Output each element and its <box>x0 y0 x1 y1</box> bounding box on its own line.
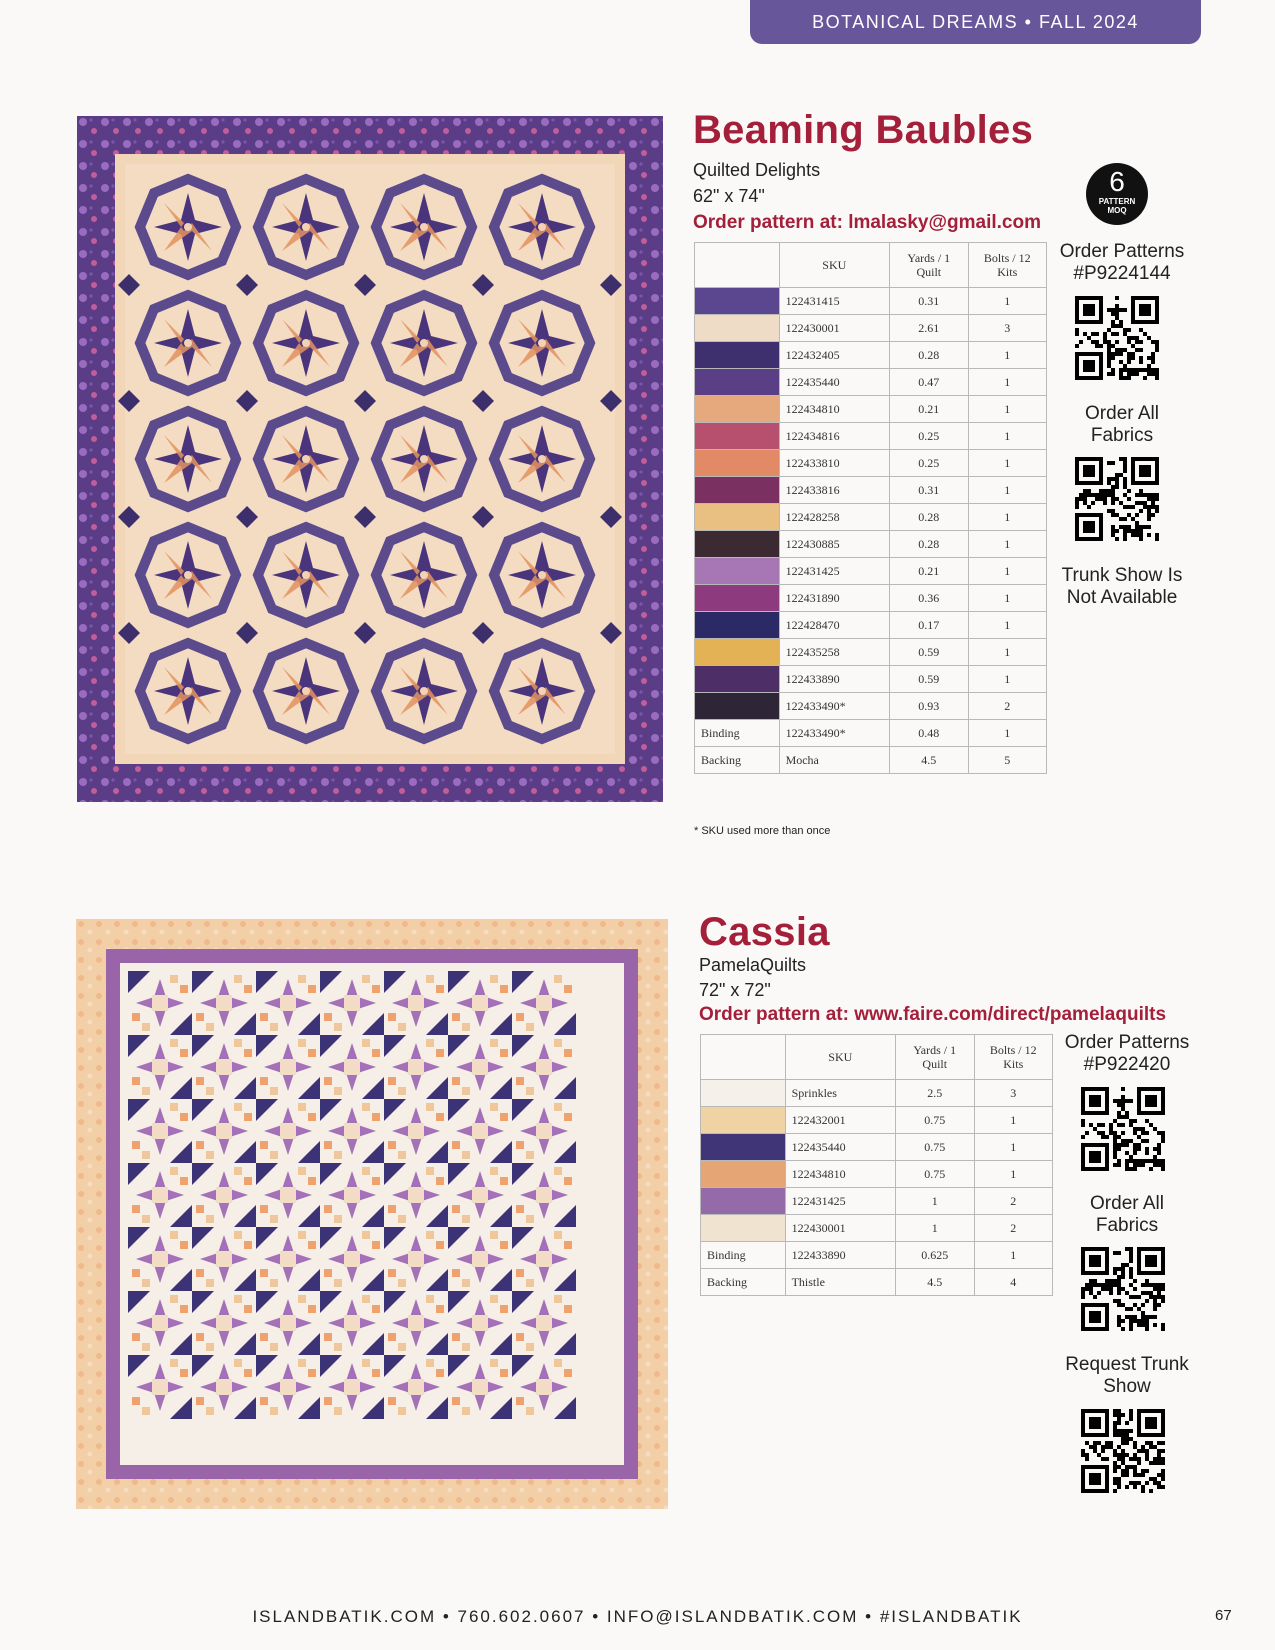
pattern-designer: PamelaQuilts <box>699 955 807 975</box>
fabric-swatch <box>701 1080 786 1107</box>
order-patterns-block <box>1057 1032 1197 1076</box>
bolts-cell: 4 <box>974 1269 1053 1296</box>
sku-cell: 122435258 <box>779 639 889 666</box>
swatch-color <box>701 1080 785 1106</box>
request-trunk-show-qr[interactable] <box>1081 1409 1165 1493</box>
fabrics-label: Fabrics <box>1095 1215 1159 1236</box>
order-pattern-link[interactable]: Order pattern at: www.faire.com/direct/pamelaquilts <box>699 1004 1167 1025</box>
swatch-color <box>695 612 779 638</box>
bolts-cell: 5 <box>968 747 1046 774</box>
swatch-color <box>695 585 779 611</box>
pattern-size: 72" x 72" <box>699 980 771 1000</box>
pattern-moq-badge <box>1086 163 1148 225</box>
qr-code-icon <box>1081 1247 1165 1331</box>
order-all-fabrics-block <box>1057 1193 1197 1237</box>
bolts-cell: 1 <box>968 450 1046 477</box>
moq-label-pattern: PATTERN <box>1098 197 1136 206</box>
table-row <box>695 396 1047 423</box>
sku-cell: 122430001 <box>785 1215 895 1242</box>
yards-cell: 0.59 <box>890 639 968 666</box>
catalog-header: BOTANICAL DREAMS • FALL 2024 <box>750 0 1201 44</box>
sku-cell: 122430885 <box>779 531 889 558</box>
fabrics-label: Fabrics <box>1090 425 1154 446</box>
bolts-cell: 1 <box>968 423 1046 450</box>
row-label: Backing <box>695 747 780 774</box>
bolts-cell: 1 <box>968 639 1046 666</box>
yards-cell: 0.21 <box>890 396 968 423</box>
sku-cell: Mocha <box>779 747 889 774</box>
yards-cell: 0.625 <box>896 1242 975 1269</box>
table-row <box>701 1080 1053 1107</box>
fabric-swatch <box>695 342 780 369</box>
table-row <box>695 693 1047 720</box>
quilt-image-beaming-baubles <box>77 116 663 802</box>
yards-cell: 2.61 <box>890 315 968 342</box>
fabric-swatch <box>695 666 780 693</box>
order-patterns-label: Order Patterns <box>1059 241 1185 262</box>
page-number: 67 <box>1215 1607 1232 1624</box>
yards-column-header: Yards / 1 Quilt <box>896 1035 975 1080</box>
bolts-cell: 2 <box>968 693 1046 720</box>
table-footnote: * SKU used more than once <box>694 825 831 837</box>
table-row <box>695 639 1047 666</box>
table-row <box>701 1188 1053 1215</box>
table-row <box>695 342 1047 369</box>
order-all-fabrics-qr[interactable] <box>1075 457 1159 541</box>
sku-cell: 122433890 <box>779 666 889 693</box>
swatch-color <box>695 288 779 314</box>
fabric-swatch <box>695 369 780 396</box>
table-row <box>695 369 1047 396</box>
bolts-cell: 2 <box>974 1215 1053 1242</box>
bolts-cell: 1 <box>968 504 1046 531</box>
bolts-column-header: Bolts / 12 Kits <box>968 243 1046 288</box>
fabric-swatch <box>695 288 780 315</box>
bolts-cell: 1 <box>968 477 1046 504</box>
swatch-color <box>695 504 779 530</box>
yards-cell: 0.48 <box>890 720 968 747</box>
sku-cell: 122433810 <box>779 450 889 477</box>
yards-cell: 1 <box>896 1215 975 1242</box>
swatch-color <box>695 693 779 719</box>
swatch-color <box>701 1107 785 1133</box>
yards-cell: 0.25 <box>890 450 968 477</box>
yards-cell: 1 <box>896 1188 975 1215</box>
fabric-swatch <box>695 315 780 342</box>
table-row <box>695 720 1047 747</box>
fabric-swatch <box>695 639 780 666</box>
yards-cell: 0.28 <box>890 531 968 558</box>
table-row <box>695 585 1047 612</box>
sku-cell: 122428258 <box>779 504 889 531</box>
table-row <box>695 531 1047 558</box>
qr-code-icon <box>1075 457 1159 541</box>
fabric-table <box>700 1034 1053 1296</box>
fabric-swatch <box>701 1107 786 1134</box>
yards-cell: 0.36 <box>890 585 968 612</box>
yards-cell: 4.5 <box>890 747 968 774</box>
fabric-swatch <box>695 693 780 720</box>
show-label: Show <box>1103 1376 1151 1397</box>
yards-cell: 0.25 <box>890 423 968 450</box>
bolts-cell: 1 <box>974 1134 1053 1161</box>
sku-cell: 122434816 <box>779 423 889 450</box>
sku-cell: 122431425 <box>779 558 889 585</box>
table-row <box>695 666 1047 693</box>
pattern-size: 62" x 74" <box>693 186 765 206</box>
swatch-color <box>695 558 779 584</box>
row-label: Binding <box>695 720 780 747</box>
pattern-number: #P922420 <box>1083 1054 1171 1075</box>
sku-cell: 122435440 <box>779 369 889 396</box>
quilt-illustration <box>77 116 663 802</box>
row-label: Backing <box>701 1269 786 1296</box>
bolts-cell: 1 <box>968 612 1046 639</box>
bolts-cell: 1 <box>974 1107 1053 1134</box>
sku-cell: 122435440 <box>785 1134 895 1161</box>
bolts-cell: 1 <box>968 558 1046 585</box>
bolts-cell: 1 <box>968 342 1046 369</box>
table-row <box>701 1161 1053 1188</box>
trunk-show-block <box>1052 565 1192 609</box>
swatch-color <box>701 1161 785 1187</box>
bolts-cell: 1 <box>968 666 1046 693</box>
table-header-row <box>701 1035 1053 1080</box>
swatch-color <box>695 423 779 449</box>
bolts-cell: 1 <box>968 585 1046 612</box>
table-row <box>695 315 1047 342</box>
order-patterns-qr[interactable] <box>1075 296 1159 380</box>
fabric-table-body <box>695 288 1047 774</box>
yards-cell: 0.17 <box>890 612 968 639</box>
swatch-color <box>701 1134 785 1160</box>
sku-cell: 122431890 <box>779 585 889 612</box>
swatch-column-header <box>701 1035 786 1080</box>
fabric-swatch <box>695 558 780 585</box>
table-row <box>695 612 1047 639</box>
table-row <box>701 1215 1053 1242</box>
fabric-swatch <box>701 1188 786 1215</box>
swatch-color <box>695 639 779 665</box>
pattern-title: Cassia <box>699 910 830 954</box>
yards-cell: 0.28 <box>890 342 968 369</box>
table-row <box>695 450 1047 477</box>
fabric-swatch <box>695 477 780 504</box>
yards-cell: 0.31 <box>890 288 968 315</box>
fabric-table <box>694 242 1047 774</box>
table-row <box>701 1242 1053 1269</box>
bolts-cell: 1 <box>968 531 1046 558</box>
fabric-swatch <box>695 450 780 477</box>
quilt-illustration <box>76 919 668 1509</box>
table-row <box>695 558 1047 585</box>
swatch-color <box>695 315 779 341</box>
sku-cell: 122434810 <box>779 396 889 423</box>
order-all-fabrics-block <box>1052 403 1192 447</box>
swatch-color <box>695 666 779 692</box>
yards-cell: 0.59 <box>890 666 968 693</box>
fabric-swatch <box>701 1161 786 1188</box>
fabric-table-body <box>701 1080 1053 1296</box>
fabric-swatch <box>701 1134 786 1161</box>
table-header-row <box>695 243 1047 288</box>
fabric-swatch <box>695 612 780 639</box>
fabric-swatch <box>695 396 780 423</box>
order-patterns-label: Order Patterns <box>1064 1032 1190 1053</box>
request-trunk-show-block <box>1057 1354 1197 1398</box>
swatch-column-header <box>695 243 780 288</box>
swatch-color <box>695 531 779 557</box>
fabric-swatch <box>695 585 780 612</box>
fabric-swatch <box>695 504 780 531</box>
bolts-cell: 1 <box>968 288 1046 315</box>
bolts-cell: 1 <box>974 1242 1053 1269</box>
sku-cell: 122433816 <box>779 477 889 504</box>
sku-column-header: SKU <box>779 243 889 288</box>
sku-cell: 122430001 <box>779 315 889 342</box>
order-pattern-link[interactable]: Order pattern at: lmalasky@gmail.com <box>693 212 1041 233</box>
yards-cell: 0.21 <box>890 558 968 585</box>
swatch-color <box>695 450 779 476</box>
order-patterns-qr[interactable] <box>1081 1087 1165 1171</box>
yards-column-header: Yards / 1 Quilt <box>890 243 968 288</box>
table-row <box>701 1269 1053 1296</box>
sku-cell: 122428470 <box>779 612 889 639</box>
sku-column-header: SKU <box>785 1035 895 1080</box>
sku-cell: 122433490* <box>779 693 889 720</box>
sku-cell: 122431415 <box>779 288 889 315</box>
trunk-show-status: Not Available <box>1066 587 1178 608</box>
sku-cell: 122434810 <box>785 1161 895 1188</box>
sku-cell: 122431425 <box>785 1188 895 1215</box>
swatch-color <box>695 369 779 395</box>
bolts-cell: 1 <box>968 396 1046 423</box>
yards-cell: 4.5 <box>896 1269 975 1296</box>
qr-code-icon <box>1081 1409 1165 1493</box>
quilt-image-cassia <box>76 919 668 1509</box>
sku-cell: Thistle <box>785 1269 895 1296</box>
bolts-cell: 2 <box>974 1188 1053 1215</box>
qr-code-icon <box>1075 296 1159 380</box>
row-label: Binding <box>701 1242 786 1269</box>
swatch-color <box>695 477 779 503</box>
bolts-cell: 1 <box>968 720 1046 747</box>
bolts-cell: 1 <box>974 1161 1053 1188</box>
table-row <box>695 477 1047 504</box>
swatch-color <box>701 1215 785 1241</box>
bolts-cell: 3 <box>974 1080 1053 1107</box>
swatch-color <box>701 1188 785 1214</box>
order-patterns-block <box>1052 241 1192 285</box>
bolts-column-header: Bolts / 12 Kits <box>974 1035 1053 1080</box>
table-row <box>695 747 1047 774</box>
sku-cell: 122433890 <box>785 1242 895 1269</box>
table-row <box>695 423 1047 450</box>
pattern-title: Beaming Baubles <box>693 108 1034 152</box>
fabric-swatch <box>695 531 780 558</box>
yards-cell: 0.28 <box>890 504 968 531</box>
yards-cell: 0.75 <box>896 1161 975 1188</box>
request-trunk-label: Request Trunk <box>1065 1354 1189 1375</box>
sku-cell: 122433490* <box>779 720 889 747</box>
swatch-color <box>695 396 779 422</box>
order-all-label: Order All <box>1085 403 1159 424</box>
fabric-swatch <box>701 1215 786 1242</box>
yards-cell: 0.75 <box>896 1134 975 1161</box>
table-row <box>695 288 1047 315</box>
yards-cell: 0.75 <box>896 1107 975 1134</box>
yards-cell: 0.93 <box>890 693 968 720</box>
table-row <box>701 1107 1053 1134</box>
table-row <box>695 504 1047 531</box>
table-row <box>701 1134 1053 1161</box>
moq-label-moq: MOQ <box>1107 206 1127 215</box>
bolts-cell: 3 <box>968 315 1046 342</box>
footer-contact: ISLANDBATIK.COM • 760.602.0607 • INFO@ISLANDBATIK.COM • #ISLANDBATIK <box>252 1607 1023 1626</box>
sku-cell: 122432405 <box>779 342 889 369</box>
moq-number: 6 <box>1109 166 1125 197</box>
fabric-swatch <box>695 423 780 450</box>
yards-cell: 0.31 <box>890 477 968 504</box>
sku-cell: Sprinkles <box>785 1080 895 1107</box>
bolts-cell: 1 <box>968 369 1046 396</box>
order-all-label: Order All <box>1090 1193 1164 1214</box>
trunk-show-label: Trunk Show Is <box>1061 565 1183 586</box>
qr-code-icon <box>1081 1087 1165 1171</box>
order-all-fabrics-qr[interactable] <box>1081 1247 1165 1331</box>
yards-cell: 0.47 <box>890 369 968 396</box>
pattern-designer: Quilted Delights <box>693 160 821 180</box>
yards-cell: 2.5 <box>896 1080 975 1107</box>
pattern-number: #P9224144 <box>1073 263 1171 284</box>
swatch-color <box>695 342 779 368</box>
sku-cell: 122432001 <box>785 1107 895 1134</box>
